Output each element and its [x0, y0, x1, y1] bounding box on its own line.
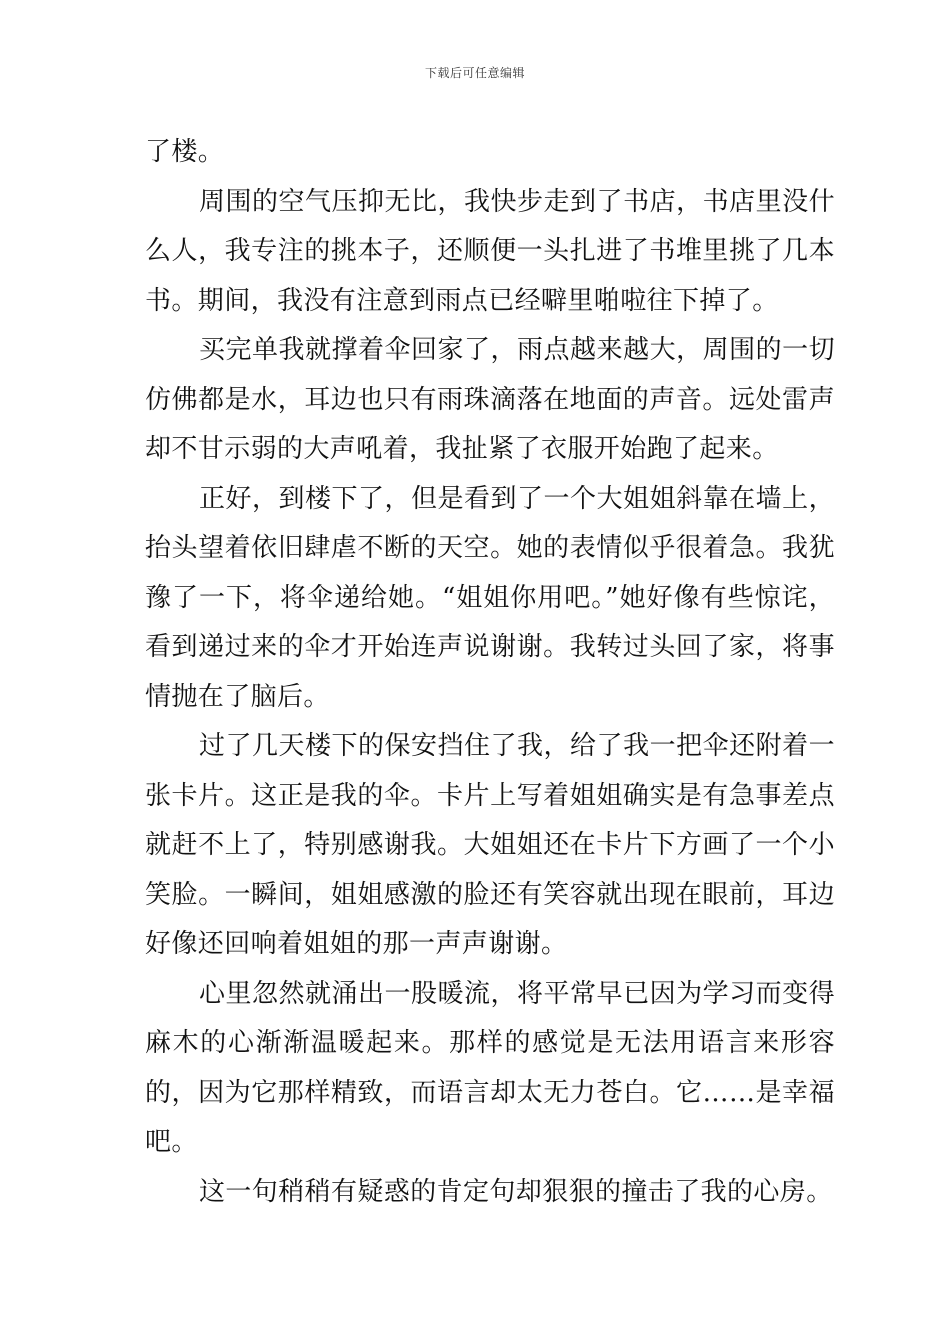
- paragraph-5: 过了几天楼下的保安挡住了我，给了我一把伞还附着一张卡片。这正是我的伞。卡片上写着姐姐确实是有急事差点就赶不上了，特别感谢我。大姐姐还在卡片下方画了一个小笑脸。一瞬间，姐姐感激的脸还有笑容就出现在眼前，耳边好像还回响着姐姐的那一声声谢谢。: [145, 731, 835, 959]
- paragraph-4: 正好，到楼下了，但是看到了一个大姐姐斜靠在墙上，抬头望着依旧肆虐不断的天空。她的表情似乎很着急。我犹豫了一下，将伞递给她。“姐姐你用吧。”她好像有些惊诧，看到递过来的伞才开始连声说谢谢。我转过头回了家，将事情抛在了脑后。: [145, 483, 835, 712]
- paragraph-1: 了楼。: [145, 137, 225, 167]
- page-header: 下载后可任意编辑: [424, 66, 525, 80]
- paragraph-7: 这一句稍稍有疑惑的肯定句却狠狠的撞击了我的心房。: [199, 1176, 833, 1207]
- document-body: [145, 128, 835, 1217]
- paragraph-3: 买完单我就撑着伞回家了，雨点越来越大，周围的一切仿佛都是水，耳边也只有雨珠滴落在地面的声音。远处雷声却不甘示弱的大声吼着，我扯紧了衣服开始跑了起来。: [145, 335, 835, 464]
- paragraph-6: 心里忽然就涌出一股暖流，将平常早已因为学习而变得麻木的心渐渐温暖起来。那样的感觉是无法用语言来形容的，因为它那样精致，而语言却太无力苍白。它……是幸福吧。: [145, 978, 835, 1157]
- paragraph-2: 周围的空气压抑无比，我快步走到了书店，书店里没什么人，我专注的挑本子，还顺便一头扎进了书堆里挑了几本书。期间，我没有注意到雨点已经噼里啪啦往下掉了。: [145, 186, 835, 316]
